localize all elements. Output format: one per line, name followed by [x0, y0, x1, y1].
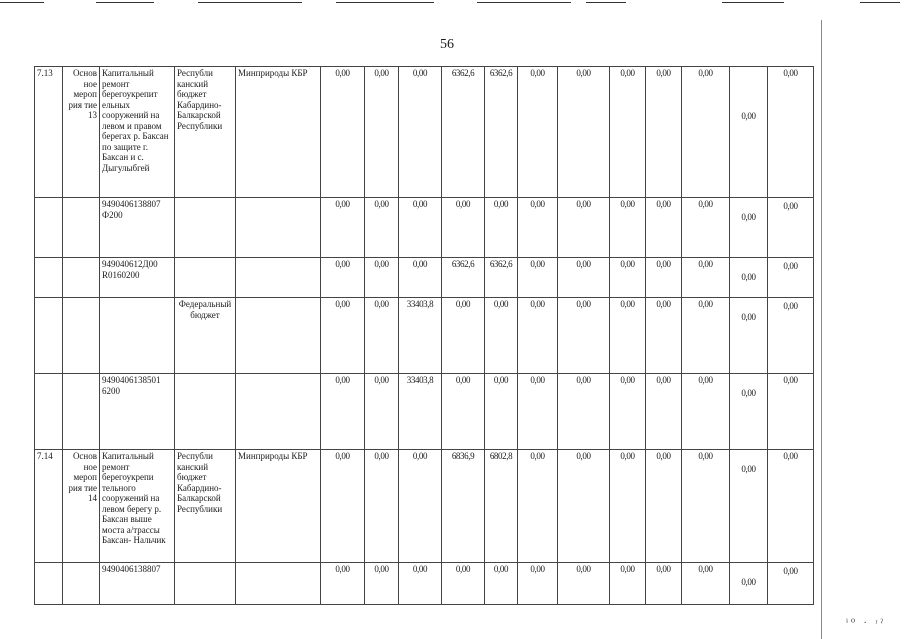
value-cell: 0,00: [518, 298, 558, 374]
value-cell: 0,00: [442, 563, 485, 605]
value-cell: 0,00: [558, 563, 610, 605]
event-type: Основ ное мероп рия тие 14: [63, 450, 100, 563]
value-cell: 0,00: [365, 563, 399, 605]
executor: [236, 563, 321, 605]
value-cell: 0,00: [365, 67, 399, 198]
value-cell: 0,00: [558, 198, 610, 258]
event-name: 9490406138501 6200: [100, 374, 175, 450]
value-cell: 0,00: [321, 258, 365, 298]
row-number: 7.13: [35, 67, 63, 198]
top-rule: [860, 2, 900, 3]
row-number: [35, 198, 63, 258]
value-cell: 0,00: [768, 374, 814, 450]
value-cell: 0,00: [321, 198, 365, 258]
funding-source: [175, 198, 236, 258]
value-cell: 33403,8: [399, 298, 442, 374]
table-row: [35, 374, 814, 450]
value-cell: 0,00: [646, 67, 682, 198]
value-cell: 0,00: [730, 298, 768, 374]
executor: Минприроды КБР: [236, 67, 321, 198]
table-row: [35, 450, 814, 563]
value-cell: 0,00: [518, 258, 558, 298]
funding-source: Республи канский бюджет Кабардино- Балкарской Республики: [175, 67, 236, 198]
scan-marks: ⁱ⁰ · ʳˀ: [846, 618, 887, 629]
value-cell: 0,00: [610, 298, 646, 374]
value-cell: 6362,6: [485, 258, 518, 298]
event-type: [63, 298, 100, 374]
value-cell: 0,00: [646, 298, 682, 374]
value-cell: 0,00: [399, 450, 442, 563]
value-cell: 6362,6: [485, 67, 518, 198]
value-cell: 0,00: [682, 374, 730, 450]
executor: [236, 258, 321, 298]
top-rule: [198, 2, 302, 3]
value-cell: 0,00: [610, 563, 646, 605]
event-name: 949040612Д00 R0160200: [100, 258, 175, 298]
value-cell: 0,00: [518, 563, 558, 605]
value-cell: 0,00: [558, 298, 610, 374]
value-cell: 0,00: [730, 374, 768, 450]
executor: [236, 298, 321, 374]
funding-source: [175, 258, 236, 298]
value-cell: 0,00: [730, 450, 768, 563]
top-rule: [96, 2, 154, 3]
value-cell: 0,00: [485, 298, 518, 374]
value-cell: 0,00: [485, 198, 518, 258]
top-rule: [722, 2, 784, 3]
top-rule: [0, 2, 44, 3]
value-cell: 0,00: [610, 198, 646, 258]
value-cell: 0,00: [682, 198, 730, 258]
funding-source: [175, 563, 236, 605]
value-cell: 0,00: [682, 67, 730, 198]
value-cell: 0,00: [730, 563, 768, 605]
value-cell: 0,00: [442, 374, 485, 450]
scan-fold-line: [821, 20, 822, 639]
value-cell: 33403,8: [399, 374, 442, 450]
funding-source: [175, 374, 236, 450]
executor: [236, 198, 321, 258]
value-cell: 0,00: [646, 198, 682, 258]
value-cell: 0,00: [485, 374, 518, 450]
event-name: Капитальный ремонт берегоукрепит ельных сооружений на левом и правом берегах р. Баксан по защите г. Баксан и с. Дыгулыбгей: [100, 67, 175, 198]
value-cell: 0,00: [768, 67, 814, 198]
value-cell: 0,00: [518, 374, 558, 450]
row-number: 7.14: [35, 450, 63, 563]
value-cell: 0,00: [321, 450, 365, 563]
value-cell: 0,00: [768, 298, 814, 374]
value-cell: 0,00: [610, 258, 646, 298]
value-cell: 0,00: [518, 67, 558, 198]
value-cell: 0,00: [682, 298, 730, 374]
event-type: [63, 258, 100, 298]
top-rule: [477, 2, 571, 3]
value-cell: 0,00: [610, 450, 646, 563]
value-cell: 0,00: [682, 258, 730, 298]
value-cell: 0,00: [442, 298, 485, 374]
row-number: [35, 258, 63, 298]
value-cell: 0,00: [321, 67, 365, 198]
value-cell: 6802,8: [485, 450, 518, 563]
event-type: [63, 563, 100, 605]
event-name: [100, 298, 175, 374]
value-cell: 6362,6: [442, 258, 485, 298]
value-cell: 0,00: [399, 198, 442, 258]
funding-source: Федеральный бюджет: [175, 298, 236, 374]
value-cell: 0,00: [768, 450, 814, 563]
value-cell: 0,00: [646, 258, 682, 298]
funding-source: Республи канский бюджет Кабардино- Балкарской Республики: [175, 450, 236, 563]
value-cell: 0,00: [365, 374, 399, 450]
table-row: [35, 67, 814, 198]
value-cell: 6362,6: [442, 67, 485, 198]
value-cell: 0,00: [321, 298, 365, 374]
value-cell: 0,00: [646, 374, 682, 450]
value-cell: 0,00: [518, 450, 558, 563]
value-cell: 6836,9: [442, 450, 485, 563]
event-type: Основ ное мероп рия тие 13: [63, 67, 100, 198]
table-row: [35, 198, 814, 258]
event-type: [63, 374, 100, 450]
value-cell: 0,00: [558, 374, 610, 450]
event-name: 9490406138807 Ф200: [100, 198, 175, 258]
value-cell: 0,00: [321, 563, 365, 605]
value-cell: 0,00: [768, 563, 814, 605]
top-rule: [586, 2, 626, 3]
value-cell: 0,00: [365, 298, 399, 374]
value-cell: 0,00: [646, 450, 682, 563]
executor: [236, 374, 321, 450]
value-cell: 0,00: [730, 67, 768, 198]
value-cell: 0,00: [321, 374, 365, 450]
value-cell: 0,00: [365, 450, 399, 563]
value-cell: 0,00: [442, 198, 485, 258]
value-cell: 0,00: [730, 198, 768, 258]
value-cell: 0,00: [399, 258, 442, 298]
value-cell: 0,00: [768, 198, 814, 258]
row-number: [35, 563, 63, 605]
top-rule: [336, 2, 434, 3]
value-cell: 0,00: [485, 563, 518, 605]
event-name: Капитальный ремонт берегоукрепи тельного сооружений на левом берегу р. Баксан выше моста а/трассы Баксан- Нальчик: [100, 450, 175, 563]
value-cell: 0,00: [365, 198, 399, 258]
value-cell: 0,00: [518, 198, 558, 258]
table-row: [35, 563, 814, 605]
value-cell: 0,00: [558, 67, 610, 198]
value-cell: 0,00: [399, 563, 442, 605]
value-cell: 0,00: [768, 258, 814, 298]
executor: Минприроды КБР: [236, 450, 321, 563]
event-type: [63, 198, 100, 258]
value-cell: 0,00: [682, 450, 730, 563]
event-name: 9490406138807: [100, 563, 175, 605]
value-cell: 0,00: [399, 67, 442, 198]
page-number: 56: [440, 37, 454, 52]
table-row: [35, 298, 814, 374]
program-table: [34, 66, 814, 605]
value-cell: 0,00: [682, 563, 730, 605]
value-cell: 0,00: [730, 258, 768, 298]
value-cell: 0,00: [610, 374, 646, 450]
value-cell: 0,00: [558, 450, 610, 563]
value-cell: 0,00: [365, 258, 399, 298]
table-row: [35, 258, 814, 298]
row-number: [35, 374, 63, 450]
value-cell: 0,00: [610, 67, 646, 198]
value-cell: 0,00: [646, 563, 682, 605]
value-cell: 0,00: [558, 258, 610, 298]
row-number: [35, 298, 63, 374]
